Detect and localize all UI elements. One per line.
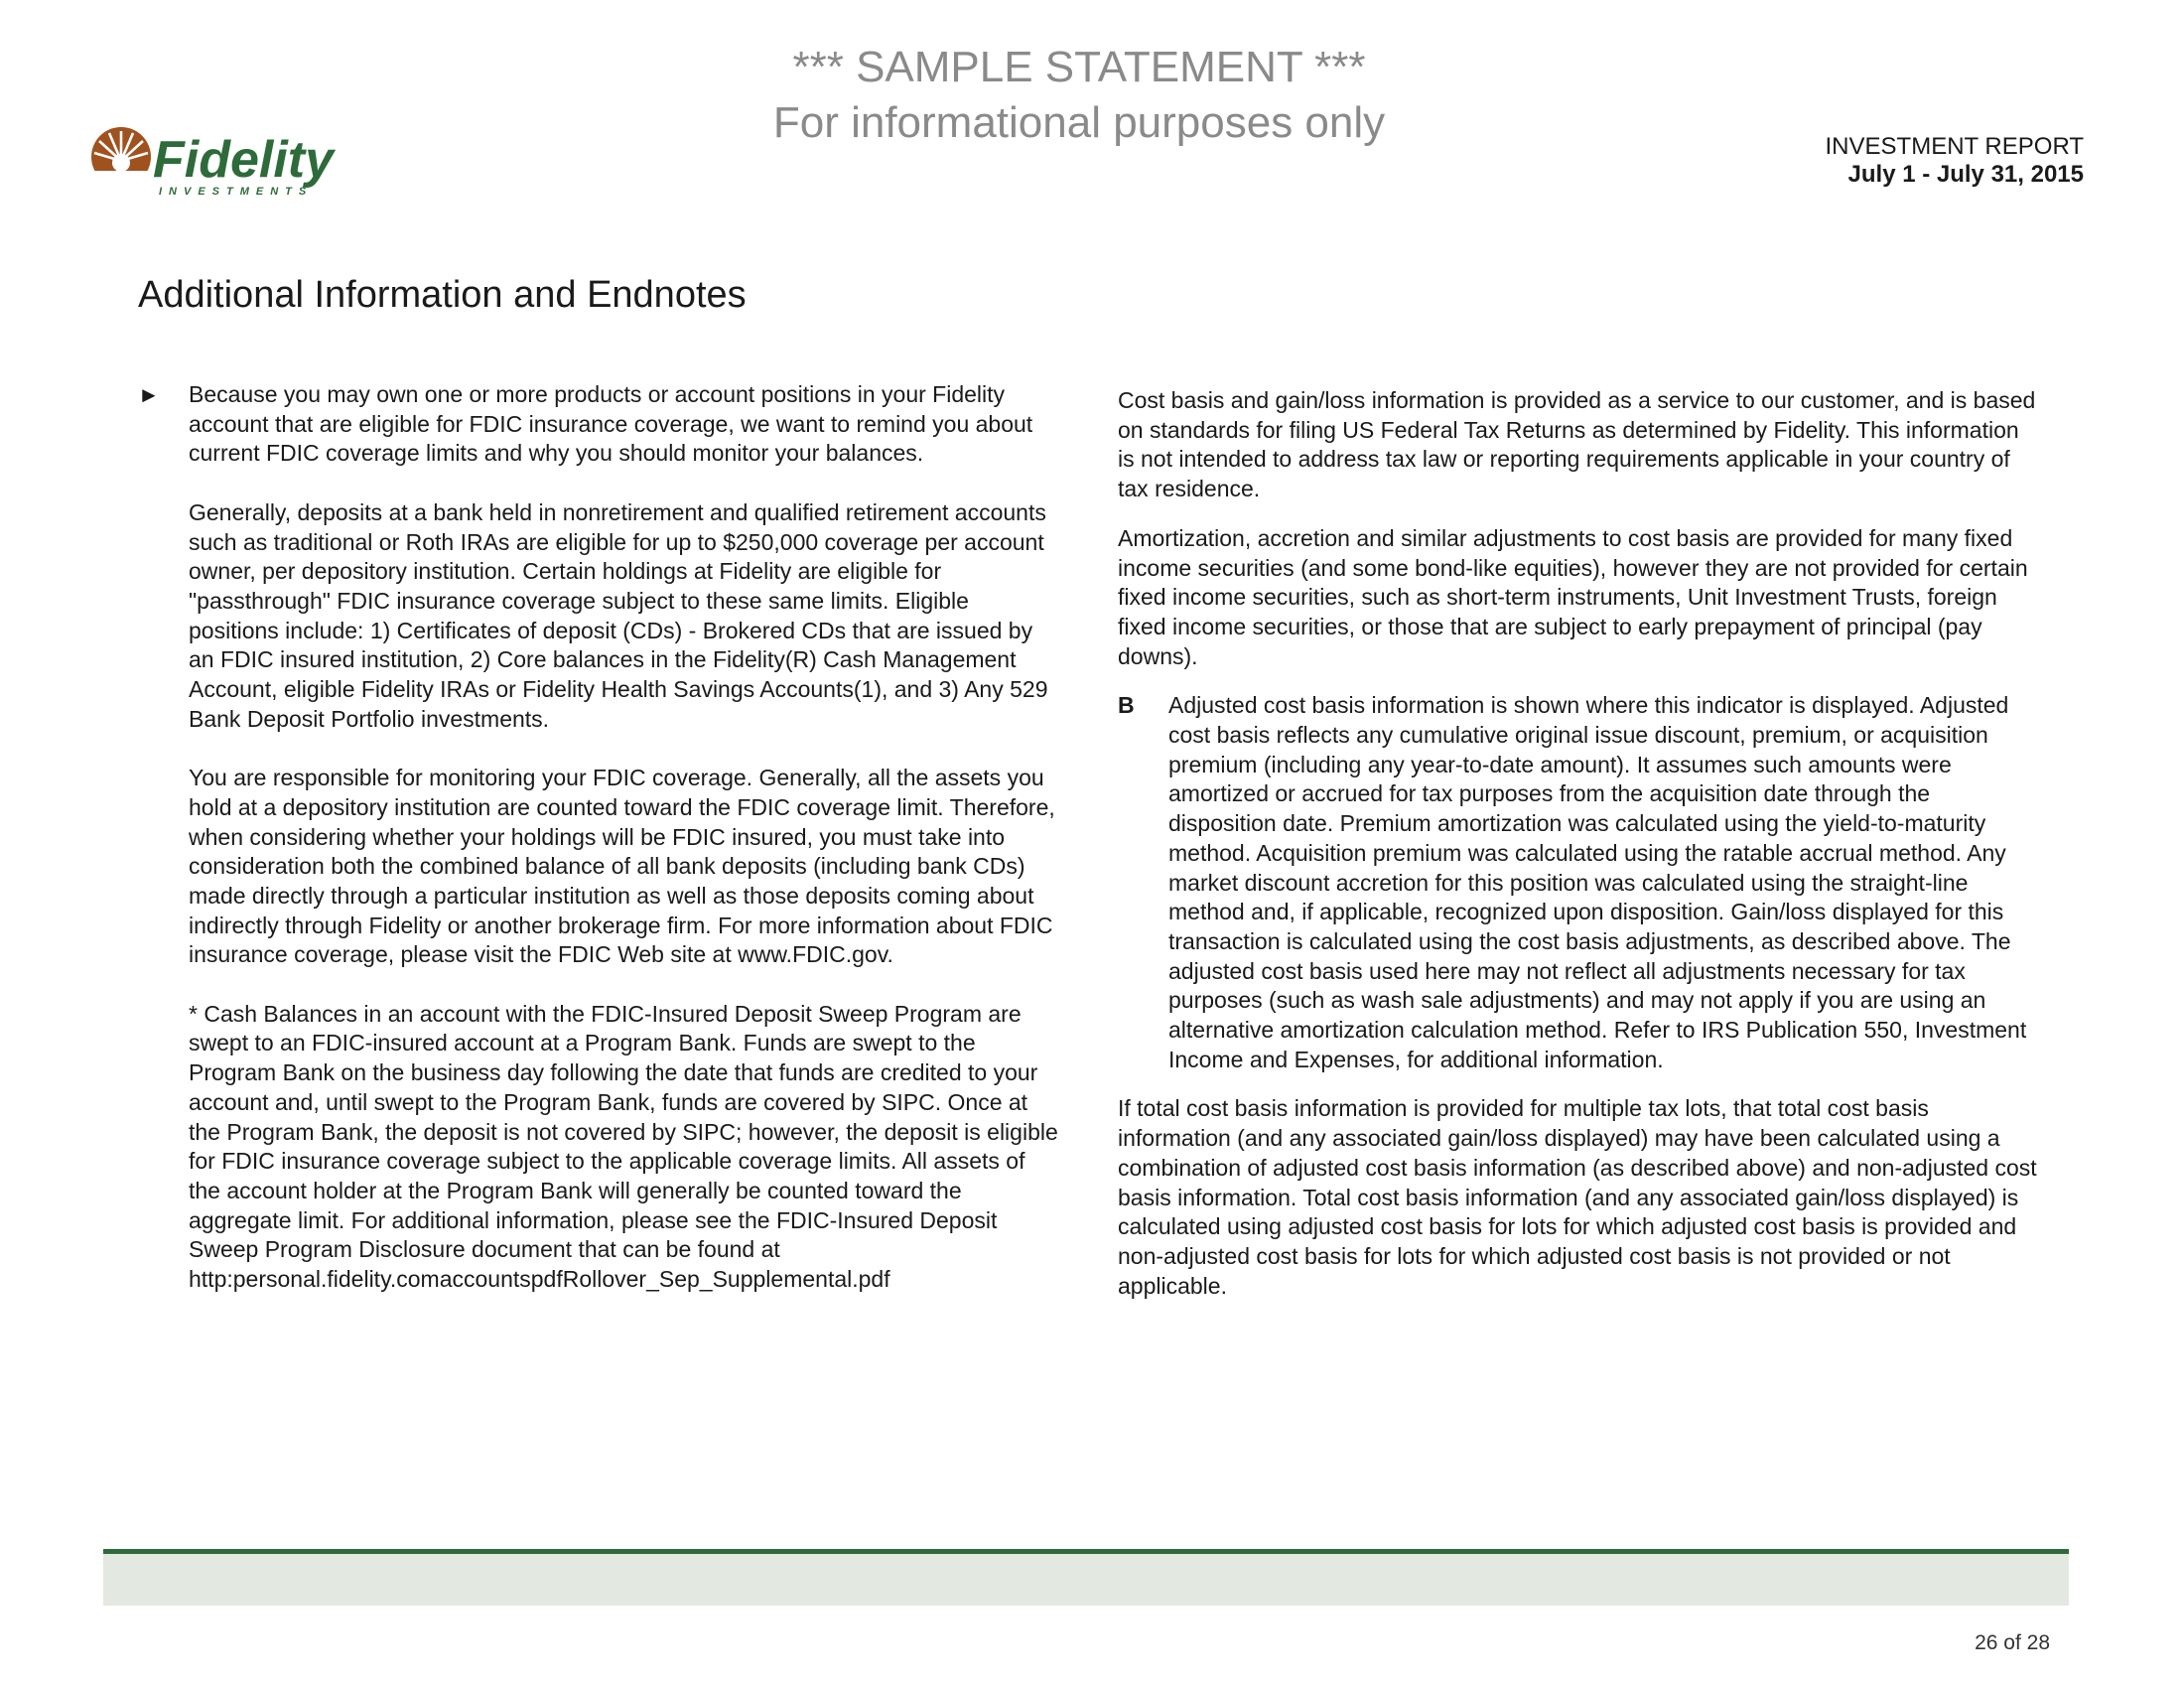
cash-balances-paragraph: * Cash Balances in an account with the FDIC-Insured Deposit Sweep Program are swept to an FDIC-insured account at a Program Bank. Funds are swept to the Program Bank on the business day following the date that funds are credited to your account and, until swept to the Program Bank, funds are covered by SIPC. Once at the Program Bank, the deposit is not covered by SIPC; however, the deposit is eligible for FDIC insurance coverage subject to the applicable coverage limits. All assets of the account holder at the Program Bank will generally be counted toward the aggregate limit. For additional information, please see the FDIC-Insured Deposit Sweep Program Disclosure document that can be found at http:personal.fidelity.comaccountspdfRollover_Sep_Supplemental.pdf bbox=[189, 1000, 1058, 1293]
fdic-intro-paragraph: Because you may own one or more products or account positions in your Fidelity account that are eligible for FDIC insurance coverage, we want to remind you about current FDIC coverage limits and why you should monitor your balances. bbox=[189, 381, 1033, 467]
endnote-b-marker: B bbox=[1118, 692, 1135, 719]
total-cost-basis-paragraph: If total cost basis information is provided for multiple tax lots, that total cost basis information (and any associated gain/loss displayed) may have been calculated using a combination of adjusted cost basis information (as described above) and non-adjusted cost basis information. Total cost basis information (and any associated gain/loss displayed) is calculated using adjusted cost basis for lots for which adjusted cost basis is provided and non-adjusted cost basis for lots for which adjusted cost basis is not provided or not applicable. bbox=[1118, 1095, 2037, 1299]
endnote-b bbox=[1118, 691, 2041, 1074]
fdic-monitoring-paragraph: You are responsible for monitoring your FDIC coverage. Generally, all the assets you hold at a depository institution are counted toward the FDIC coverage limit. Therefore, when considering whether your holdings will be FDIC insured, you must take into consideration both the combined balance of all bank deposits (including bank CDs) made directly through a particular institution as well as those deposits coming about indirectly through Fidelity or another brokerage firm. For more information about FDIC insurance coverage, please visit the FDIC Web site at www.FDIC.gov. bbox=[189, 765, 1055, 968]
sample-statement-watermark: *** SAMPLE STATEMENT *** bbox=[792, 43, 1366, 91]
fdic-deposits-paragraph: Generally, deposits at a bank held in nonretirement and qualified retirement accounts such as traditional or Roth IRAs are eligible for up to $250,000 coverage per account owner, per depository institution. Certain holdings at Fidelity are eligible for "passthrough" FDIC insurance coverage subject to these same limits. Eligible positions include: 1) Certificates of deposit (CDs) - Brokered CDs that are issued by an FDIC insured institution, 2) Core balances in the Fidelity(R) Cash Management Account, eligible Fidelity IRAs or Fidelity Health Savings Accounts(1), and 3) Any 529 Bank Deposit Portfolio investments. bbox=[189, 498, 1048, 732]
cost-basis-paragraph: Cost basis and gain/loss information is provided as a service to our customer, and is based on standards for filing US Federal Tax Returns as determined by Fidelity. This information is not intended to address tax law or reporting requirements applicable in your country of tax residence. bbox=[1118, 387, 2036, 502]
report-period: July 1 - July 31, 2015 bbox=[1847, 161, 2084, 188]
footer-band bbox=[103, 1554, 2069, 1606]
logo-tagline: INVESTMENTS bbox=[159, 186, 314, 198]
logo-wordmark: Fidelity bbox=[153, 131, 335, 189]
section-title: Additional Information and Endnotes bbox=[138, 274, 747, 316]
sunburst-icon bbox=[91, 127, 151, 191]
report-header bbox=[1826, 133, 2084, 189]
bullet-arrow-icon: ► bbox=[138, 382, 160, 407]
fidelity-logo bbox=[87, 125, 405, 205]
right-column bbox=[1118, 386, 2041, 1321]
left-column bbox=[189, 380, 1062, 1324]
report-title: INVESTMENT REPORT bbox=[1825, 133, 2084, 160]
endnote-b-text: Adjusted cost basis information is shown where this indicator is displayed. Adjusted cost basis reflects any cumulative original issue discount, premium, or acquisition premium (including any year-to-date amount). It assumes such amounts were amortized or accrued for tax purposes from the acquisition date through the disposition date. Premium amortization was calculated using the yield-to-maturity method. Acquisition premium was calculated using the ratable accrual method. Any market discount accretion for this position was calculated using the straight-line method and, if applicable, recognized upon disposition. Gain/loss displayed for this transaction is calculated using the cost basis adjustments, as described above. The adjusted cost basis used here may not reflect all adjustments necessary for tax purposes (such as wash sale adjustments) and may not apply if you are using an alternative amortization calculation method. Refer to IRS Publication 550, Investment Income and Expenses, for additional information. bbox=[1168, 692, 2027, 1072]
informational-purposes-watermark: For informational purposes only bbox=[772, 98, 1386, 147]
page-number: 26 of 28 bbox=[1975, 1631, 2050, 1654]
amortization-paragraph: Amortization, accretion and similar adjustments to cost basis are provided for many fixed income securities (and some bond-like equities), however they are not provided for certain fixed income securities, such as short-term instruments, Unit Investment Trusts, foreign fixed income securities, or those that are subject to early prepayment of principal (pay downs). bbox=[1118, 524, 2028, 669]
